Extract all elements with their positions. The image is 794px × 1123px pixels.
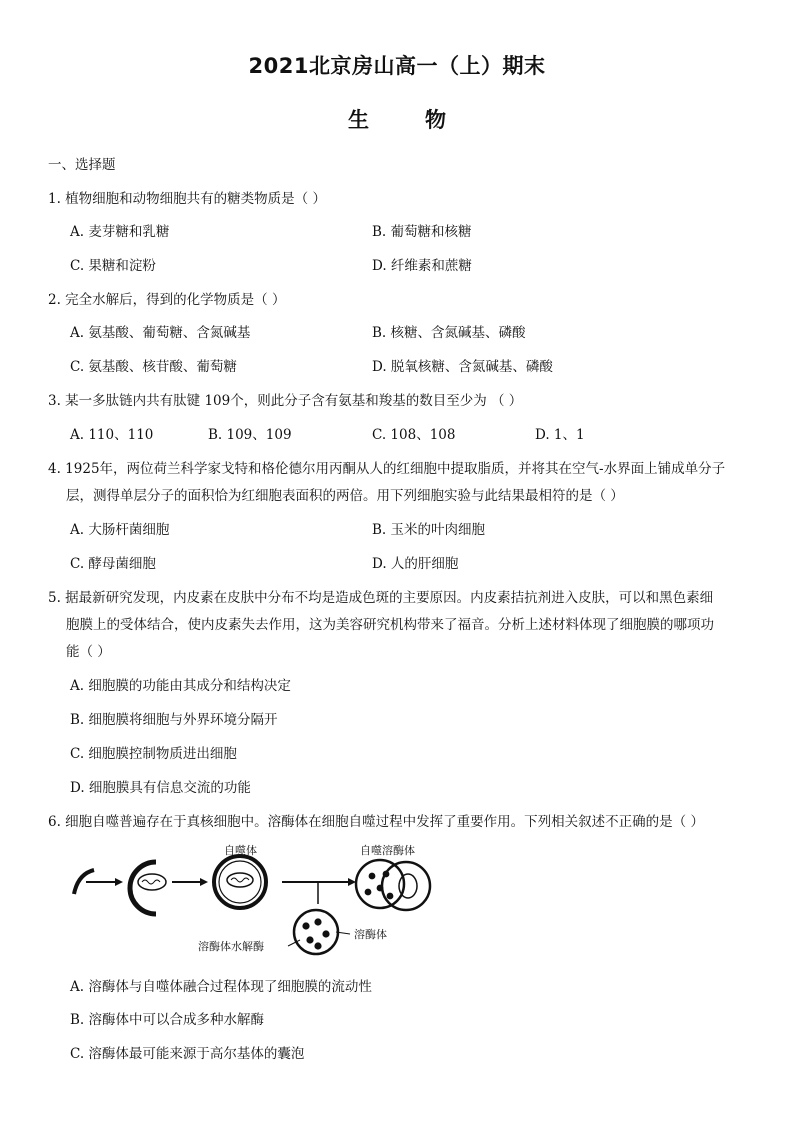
autolysosome-icon xyxy=(356,860,430,910)
question-4-stem-line-1: 4. 1925年，两位荷兰科学家戈特和格伦德尔用丙酮从人的红细胞中提取脂质，并将其在空气-水界面上铺成单分子 xyxy=(48,461,726,477)
label-hydrolase: 溶酶体水解酶 xyxy=(198,940,264,953)
q2-option-a: A. 氨基酸、葡萄糖、含氮碱基 xyxy=(70,325,251,341)
q5-option-d: D. 细胞膜具有信息交流的功能 xyxy=(70,780,251,796)
question-6-stem: 6. 细胞自噬普遍存在于真核细胞中。溶酶体在细胞自噬过程中发挥了重要作用。下列相关叙述不正确的是（ ） xyxy=(48,814,704,830)
q2-option-b: B. 核糖、含氮碱基、磷酸 xyxy=(372,325,526,341)
q1-option-c: C. 果糖和淀粉 xyxy=(70,258,156,274)
q2-option-d: D. 脱氧核糖、含氮碱基、磷酸 xyxy=(372,359,553,375)
q1-option-a: A. 麦芽糖和乳糖 xyxy=(70,224,170,240)
subject-char-1: 生 xyxy=(348,108,369,132)
section-heading: 一、选择题 xyxy=(48,157,116,173)
q3-option-c: C. 108、108 xyxy=(372,427,456,443)
q5-option-b: B. 细胞膜将细胞与外界环境分隔开 xyxy=(70,712,278,728)
q5-option-a: A. 细胞膜的功能由其成分和结构决定 xyxy=(70,678,291,694)
q2-option-c: C. 氨基酸、核苷酸、葡萄糖 xyxy=(70,359,237,375)
q3-option-b: B. 109、109 xyxy=(208,427,292,443)
q1-option-b: B. 葡萄糖和核糖 xyxy=(372,224,472,240)
subject-heading xyxy=(0,104,794,134)
q6-option-b: B. 溶酶体中可以合成多种水解酶 xyxy=(70,1012,265,1028)
label-autophagosome: 自噬体 xyxy=(224,844,257,857)
q3-option-a: A. 110、110 xyxy=(70,427,154,443)
question-1-stem: 1. 植物细胞和动物细胞共有的糖类物质是（ ） xyxy=(48,191,326,207)
label-autolysosome: 自噬溶酶体 xyxy=(360,844,415,857)
question-4-stem-line-2: 层，测得单层分子的面积恰为红细胞表面积的两倍。用下列细胞实验与此结果最相符的是（ ） xyxy=(66,488,624,504)
subject-char-2: 物 xyxy=(425,108,446,132)
lysosome-icon xyxy=(294,910,338,954)
q3-option-d: D. 1、1 xyxy=(535,427,585,443)
q6-option-a: A. 溶酶体与自噬体融合过程体现了细胞膜的流动性 xyxy=(70,979,372,995)
q6-option-c: C. 溶酶体最可能来源于高尔基体的囊泡 xyxy=(70,1046,305,1062)
exam-title: 2021北京房山高一（上）期末 xyxy=(248,54,546,78)
autophagy-diagram xyxy=(60,842,460,960)
q1-option-d: D. 纤维素和蔗糖 xyxy=(372,258,472,274)
question-5-stem-line-1: 5. 据最新研究发现，内皮素在皮肤中分布不均是造成色斑的主要原因。内皮素拮抗剂进入皮肤，可以和黑色素细 xyxy=(48,590,714,606)
question-2-stem: 2. 完全水解后，得到的化学物质是（ ） xyxy=(48,292,286,308)
question-5-stem-line-2: 胞膜上的受体结合，使内皮素失去作用，这为美容研究机构带来了福音。分析上述材料体现了细胞膜的哪项功 xyxy=(66,617,714,633)
q4-option-d: D. 人的肝细胞 xyxy=(372,556,459,572)
question-5-stem-line-3: 能（ ） xyxy=(66,644,111,660)
autophagosome-icon xyxy=(214,856,266,908)
q4-option-b: B. 玉米的叶肉细胞 xyxy=(372,522,486,538)
label-lysosome: 溶酶体 xyxy=(354,928,387,941)
engulfing-membrane-icon xyxy=(130,862,166,914)
q4-option-c: C. 酵母菌细胞 xyxy=(70,556,156,572)
q4-option-a: A. 大肠杆菌细胞 xyxy=(70,522,170,538)
q5-option-c: C. 细胞膜控制物质进出细胞 xyxy=(70,746,237,762)
question-3-stem: 3. 某一多肽链内共有肽键 109个，则此分子含有氨基和羧基的数目至少为 （ ） xyxy=(48,393,523,409)
